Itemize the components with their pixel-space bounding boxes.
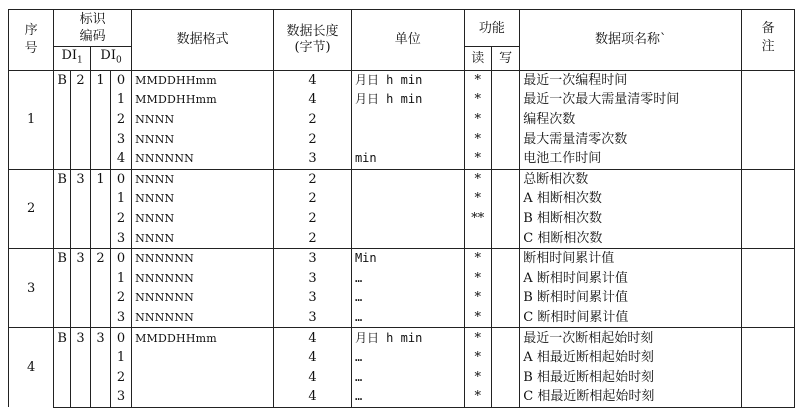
id-byte-1-cell: B xyxy=(54,70,71,90)
id-byte-3-cell xyxy=(91,308,111,328)
data-length-cell: 2 xyxy=(274,209,352,229)
id-byte-3-cell xyxy=(91,110,111,130)
id-byte-4-cell: 1 xyxy=(111,189,132,209)
id-byte-3-cell xyxy=(91,129,111,149)
table-row xyxy=(9,308,795,328)
row-seq: 3 xyxy=(9,248,54,327)
data-length-cell: 4 xyxy=(274,328,352,348)
header-unit: 单位 xyxy=(351,10,464,71)
id-byte-3-cell xyxy=(91,368,111,388)
id-byte-2-cell: 3 xyxy=(71,328,91,348)
data-format-cell: MMDDHHmm xyxy=(132,90,274,110)
id-byte-3-cell xyxy=(91,90,111,110)
unit-cell: … xyxy=(351,368,464,388)
data-length-cell: 4 xyxy=(274,90,352,110)
id-byte-3-cell xyxy=(91,387,111,407)
item-name-cell: 电池工作时间 xyxy=(520,149,742,169)
remark-cell xyxy=(742,328,795,348)
table-row xyxy=(9,110,795,130)
id-byte-1-cell: B xyxy=(54,169,71,189)
table-row xyxy=(9,70,795,90)
header-data-format: 数据格式 xyxy=(132,10,274,71)
write-flag-cell xyxy=(491,288,519,308)
id-byte-2-cell: 3 xyxy=(71,248,91,268)
item-name-cell: B 断相时间累计值 xyxy=(520,288,742,308)
unit-cell xyxy=(351,169,464,189)
header-write: 写 xyxy=(491,47,519,71)
unit-cell: … xyxy=(351,269,464,289)
remark-cell xyxy=(742,209,795,229)
id-byte-2-cell xyxy=(71,387,91,407)
item-name-cell: A 断相时间累计值 xyxy=(520,269,742,289)
write-flag-cell xyxy=(491,149,519,169)
id-byte-4-cell: 2 xyxy=(111,368,132,388)
table-row xyxy=(9,228,795,248)
read-flag-cell: * xyxy=(464,90,491,110)
remark-cell xyxy=(742,288,795,308)
id-byte-2-cell xyxy=(71,269,91,289)
unit-cell: … xyxy=(351,348,464,368)
id-byte-1-cell: B xyxy=(54,328,71,348)
remark-cell xyxy=(742,387,795,407)
header-di1: $DI_1$ xyxy=(54,47,91,71)
id-byte-1-cell xyxy=(54,228,71,248)
id-byte-3-cell: 1 xyxy=(91,169,111,189)
id-byte-2-cell: 2 xyxy=(71,70,91,90)
write-flag-cell xyxy=(491,90,519,110)
item-name-cell: 编程次数 xyxy=(520,110,742,130)
id-byte-1-cell xyxy=(54,90,71,110)
unit-cell: … xyxy=(351,308,464,328)
data-format-cell: NNNNNN xyxy=(132,308,274,328)
remark-cell xyxy=(742,90,795,110)
remark-cell xyxy=(742,129,795,149)
read-flag-cell: * xyxy=(464,110,491,130)
header-remark: 备注 xyxy=(742,10,795,71)
read-flag-cell: * xyxy=(464,149,491,169)
id-byte-3-cell xyxy=(91,228,111,248)
table-row xyxy=(9,189,795,209)
id-byte-1-cell xyxy=(54,110,71,130)
unit-cell: … xyxy=(351,288,464,308)
data-length-cell: 3 xyxy=(274,269,352,289)
id-byte-4-cell: 3 xyxy=(111,387,132,407)
id-byte-1-cell xyxy=(54,368,71,388)
data-format-cell: NNNNNN xyxy=(132,269,274,289)
id-byte-1-cell xyxy=(54,288,71,308)
id-byte-3-cell xyxy=(91,288,111,308)
row-seq: 1 xyxy=(9,70,54,169)
id-byte-4-cell: 0 xyxy=(111,70,132,90)
id-byte-2-cell xyxy=(71,228,91,248)
remark-cell xyxy=(742,308,795,328)
data-format-cell: NNNN xyxy=(132,189,274,209)
id-byte-3-cell: 2 xyxy=(91,248,111,268)
data-format-cell: MMDDHHmm xyxy=(132,328,274,348)
item-name-cell: A 相断相次数 xyxy=(520,189,742,209)
item-name-cell: C 相断相次数 xyxy=(520,228,742,248)
data-length-cell: 2 xyxy=(274,169,352,189)
remark-cell xyxy=(742,70,795,90)
id-byte-4-cell: 3 xyxy=(111,129,132,149)
table-row xyxy=(9,269,795,289)
table-row xyxy=(9,169,795,189)
table-row xyxy=(9,209,795,229)
id-byte-4-cell: 3 xyxy=(111,228,132,248)
id-byte-2-cell xyxy=(71,209,91,229)
read-flag-cell: * xyxy=(464,70,491,90)
write-flag-cell xyxy=(491,70,519,90)
id-byte-3-cell xyxy=(91,348,111,368)
table-row xyxy=(9,368,795,388)
id-byte-2-cell xyxy=(71,149,91,169)
id-byte-2-cell xyxy=(71,288,91,308)
header-data-length: 数据长度(字节) xyxy=(274,10,352,71)
id-byte-4-cell: 0 xyxy=(111,169,132,189)
data-format-cell: NNNNNN xyxy=(132,149,274,169)
id-byte-2-cell: 3 xyxy=(71,169,91,189)
item-name-cell: 总断相次数 xyxy=(520,169,742,189)
data-item-table xyxy=(8,9,795,408)
remark-cell xyxy=(742,228,795,248)
unit-cell xyxy=(351,228,464,248)
read-flag-cell: * xyxy=(464,288,491,308)
id-byte-4-cell: 4 xyxy=(111,149,132,169)
id-byte-2-cell xyxy=(71,189,91,209)
header-function: 功能 xyxy=(464,10,520,47)
row-seq: 2 xyxy=(9,169,54,248)
data-length-cell: 4 xyxy=(274,70,352,90)
unit-cell xyxy=(351,110,464,130)
header-id-code: 标识编码 xyxy=(54,10,132,47)
write-flag-cell xyxy=(491,189,519,209)
read-flag-cell: * xyxy=(464,368,491,388)
item-name-cell: B 相断相次数 xyxy=(520,209,742,229)
write-flag-cell xyxy=(491,387,519,407)
id-byte-1-cell xyxy=(54,348,71,368)
remark-cell xyxy=(742,110,795,130)
table-row xyxy=(9,328,795,348)
id-byte-3-cell xyxy=(91,209,111,229)
data-format-cell: MMDDHHmm xyxy=(132,70,274,90)
data-length-cell: 2 xyxy=(274,189,352,209)
data-length-cell: 4 xyxy=(274,387,352,407)
id-byte-3-cell xyxy=(91,269,111,289)
table-row xyxy=(9,387,795,407)
data-format-cell xyxy=(132,348,274,368)
unit-cell xyxy=(351,129,464,149)
id-byte-2-cell xyxy=(71,129,91,149)
table-row xyxy=(9,129,795,149)
id-byte-1-cell xyxy=(54,387,71,407)
write-flag-cell xyxy=(491,110,519,130)
id-byte-3-cell: 1 xyxy=(91,70,111,90)
item-name-cell: C 相最近断相起始时刻 xyxy=(520,387,742,407)
id-byte-4-cell: 2 xyxy=(111,110,132,130)
id-byte-4-cell: 1 xyxy=(111,269,132,289)
data-length-cell: 2 xyxy=(274,228,352,248)
data-format-cell: NNNNNN xyxy=(132,248,274,268)
id-byte-3-cell xyxy=(91,149,111,169)
id-byte-1-cell xyxy=(54,209,71,229)
data-format-cell: NNNN xyxy=(132,228,274,248)
unit-cell: 月日 h min xyxy=(351,90,464,110)
id-byte-2-cell xyxy=(71,90,91,110)
unit-cell xyxy=(351,209,464,229)
item-name-cell: 最近一次断相起始时刻 xyxy=(520,328,742,348)
header-di0: $DI_0$ xyxy=(91,47,132,71)
data-length-cell: 4 xyxy=(274,368,352,388)
unit-cell: Min xyxy=(351,248,464,268)
write-flag-cell xyxy=(491,228,519,248)
data-length-cell: 3 xyxy=(274,248,352,268)
write-flag-cell xyxy=(491,209,519,229)
data-format-cell: NNNN xyxy=(132,110,274,130)
data-length-cell: 2 xyxy=(274,129,352,149)
item-name-cell: 最近一次编程时间 xyxy=(520,70,742,90)
data-length-cell: 3 xyxy=(274,288,352,308)
id-byte-1-cell xyxy=(54,308,71,328)
read-flag-cell: * xyxy=(464,169,491,189)
unit-cell: 月日 h min xyxy=(351,328,464,348)
read-flag-cell: * xyxy=(464,189,491,209)
read-flag-cell: * xyxy=(464,387,491,407)
remark-cell xyxy=(742,368,795,388)
write-flag-cell xyxy=(491,308,519,328)
read-flag-cell: * xyxy=(464,348,491,368)
write-flag-cell xyxy=(491,348,519,368)
id-byte-1-cell xyxy=(54,129,71,149)
remark-cell xyxy=(742,269,795,289)
id-byte-4-cell: 2 xyxy=(111,288,132,308)
write-flag-cell xyxy=(491,169,519,189)
remark-cell xyxy=(742,248,795,268)
header-read: 读 xyxy=(464,47,491,71)
table-row xyxy=(9,348,795,368)
id-byte-1-cell xyxy=(54,189,71,209)
item-name-cell: 断相时间累计值 xyxy=(520,248,742,268)
write-flag-cell xyxy=(491,248,519,268)
unit-cell xyxy=(351,189,464,209)
unit-cell: min xyxy=(351,149,464,169)
id-byte-1-cell xyxy=(54,269,71,289)
read-flag-cell: ** xyxy=(464,209,491,229)
read-flag-cell: * xyxy=(464,248,491,268)
table-row xyxy=(9,288,795,308)
table-row xyxy=(9,248,795,268)
row-seq: 4 xyxy=(9,328,54,407)
data-format-cell: NNNN xyxy=(132,209,274,229)
id-byte-4-cell: 2 xyxy=(111,209,132,229)
data-format-cell: NNNNNN xyxy=(132,288,274,308)
read-flag-cell xyxy=(464,228,491,248)
id-byte-4-cell: 0 xyxy=(111,248,132,268)
id-byte-1-cell: B xyxy=(54,248,71,268)
write-flag-cell xyxy=(491,328,519,348)
id-byte-4-cell: 1 xyxy=(111,90,132,110)
unit-cell: … xyxy=(351,387,464,407)
read-flag-cell: * xyxy=(464,328,491,348)
id-byte-4-cell: 3 xyxy=(111,308,132,328)
remark-cell xyxy=(742,189,795,209)
header-item-name: 数据项名称` xyxy=(520,10,742,71)
data-format-cell xyxy=(132,387,274,407)
header-seq: 序号 xyxy=(9,10,54,71)
data-format-cell: NNNN xyxy=(132,169,274,189)
write-flag-cell xyxy=(491,129,519,149)
id-byte-2-cell xyxy=(71,308,91,328)
remark-cell xyxy=(742,348,795,368)
id-byte-1-cell xyxy=(54,149,71,169)
data-length-cell: 4 xyxy=(274,348,352,368)
table-row xyxy=(9,90,795,110)
data-length-cell: 2 xyxy=(274,110,352,130)
item-name-cell: C 断相时间累计值 xyxy=(520,308,742,328)
remark-cell xyxy=(742,149,795,169)
id-byte-3-cell xyxy=(91,189,111,209)
id-byte-2-cell xyxy=(71,348,91,368)
write-flag-cell xyxy=(491,368,519,388)
remark-cell xyxy=(742,169,795,189)
read-flag-cell: * xyxy=(464,129,491,149)
item-name-cell: 最大需量清零次数 xyxy=(520,129,742,149)
unit-cell: 月日 h min xyxy=(351,70,464,90)
item-name-cell: B 相最近断相起始时刻 xyxy=(520,368,742,388)
data-format-cell xyxy=(132,368,274,388)
write-flag-cell xyxy=(491,269,519,289)
item-name-cell: A 相最近断相起始时刻 xyxy=(520,348,742,368)
table-body xyxy=(9,70,795,407)
id-byte-2-cell xyxy=(71,368,91,388)
data-length-cell: 3 xyxy=(274,149,352,169)
read-flag-cell: * xyxy=(464,269,491,289)
data-format-cell: NNNN xyxy=(132,129,274,149)
table-row xyxy=(9,149,795,169)
id-byte-3-cell: 3 xyxy=(91,328,111,348)
id-byte-4-cell: 1 xyxy=(111,348,132,368)
id-byte-4-cell: 0 xyxy=(111,328,132,348)
item-name-cell: 最近一次最大需量清零时间 xyxy=(520,90,742,110)
data-length-cell: 3 xyxy=(274,308,352,328)
read-flag-cell: * xyxy=(464,308,491,328)
id-byte-2-cell xyxy=(71,110,91,130)
